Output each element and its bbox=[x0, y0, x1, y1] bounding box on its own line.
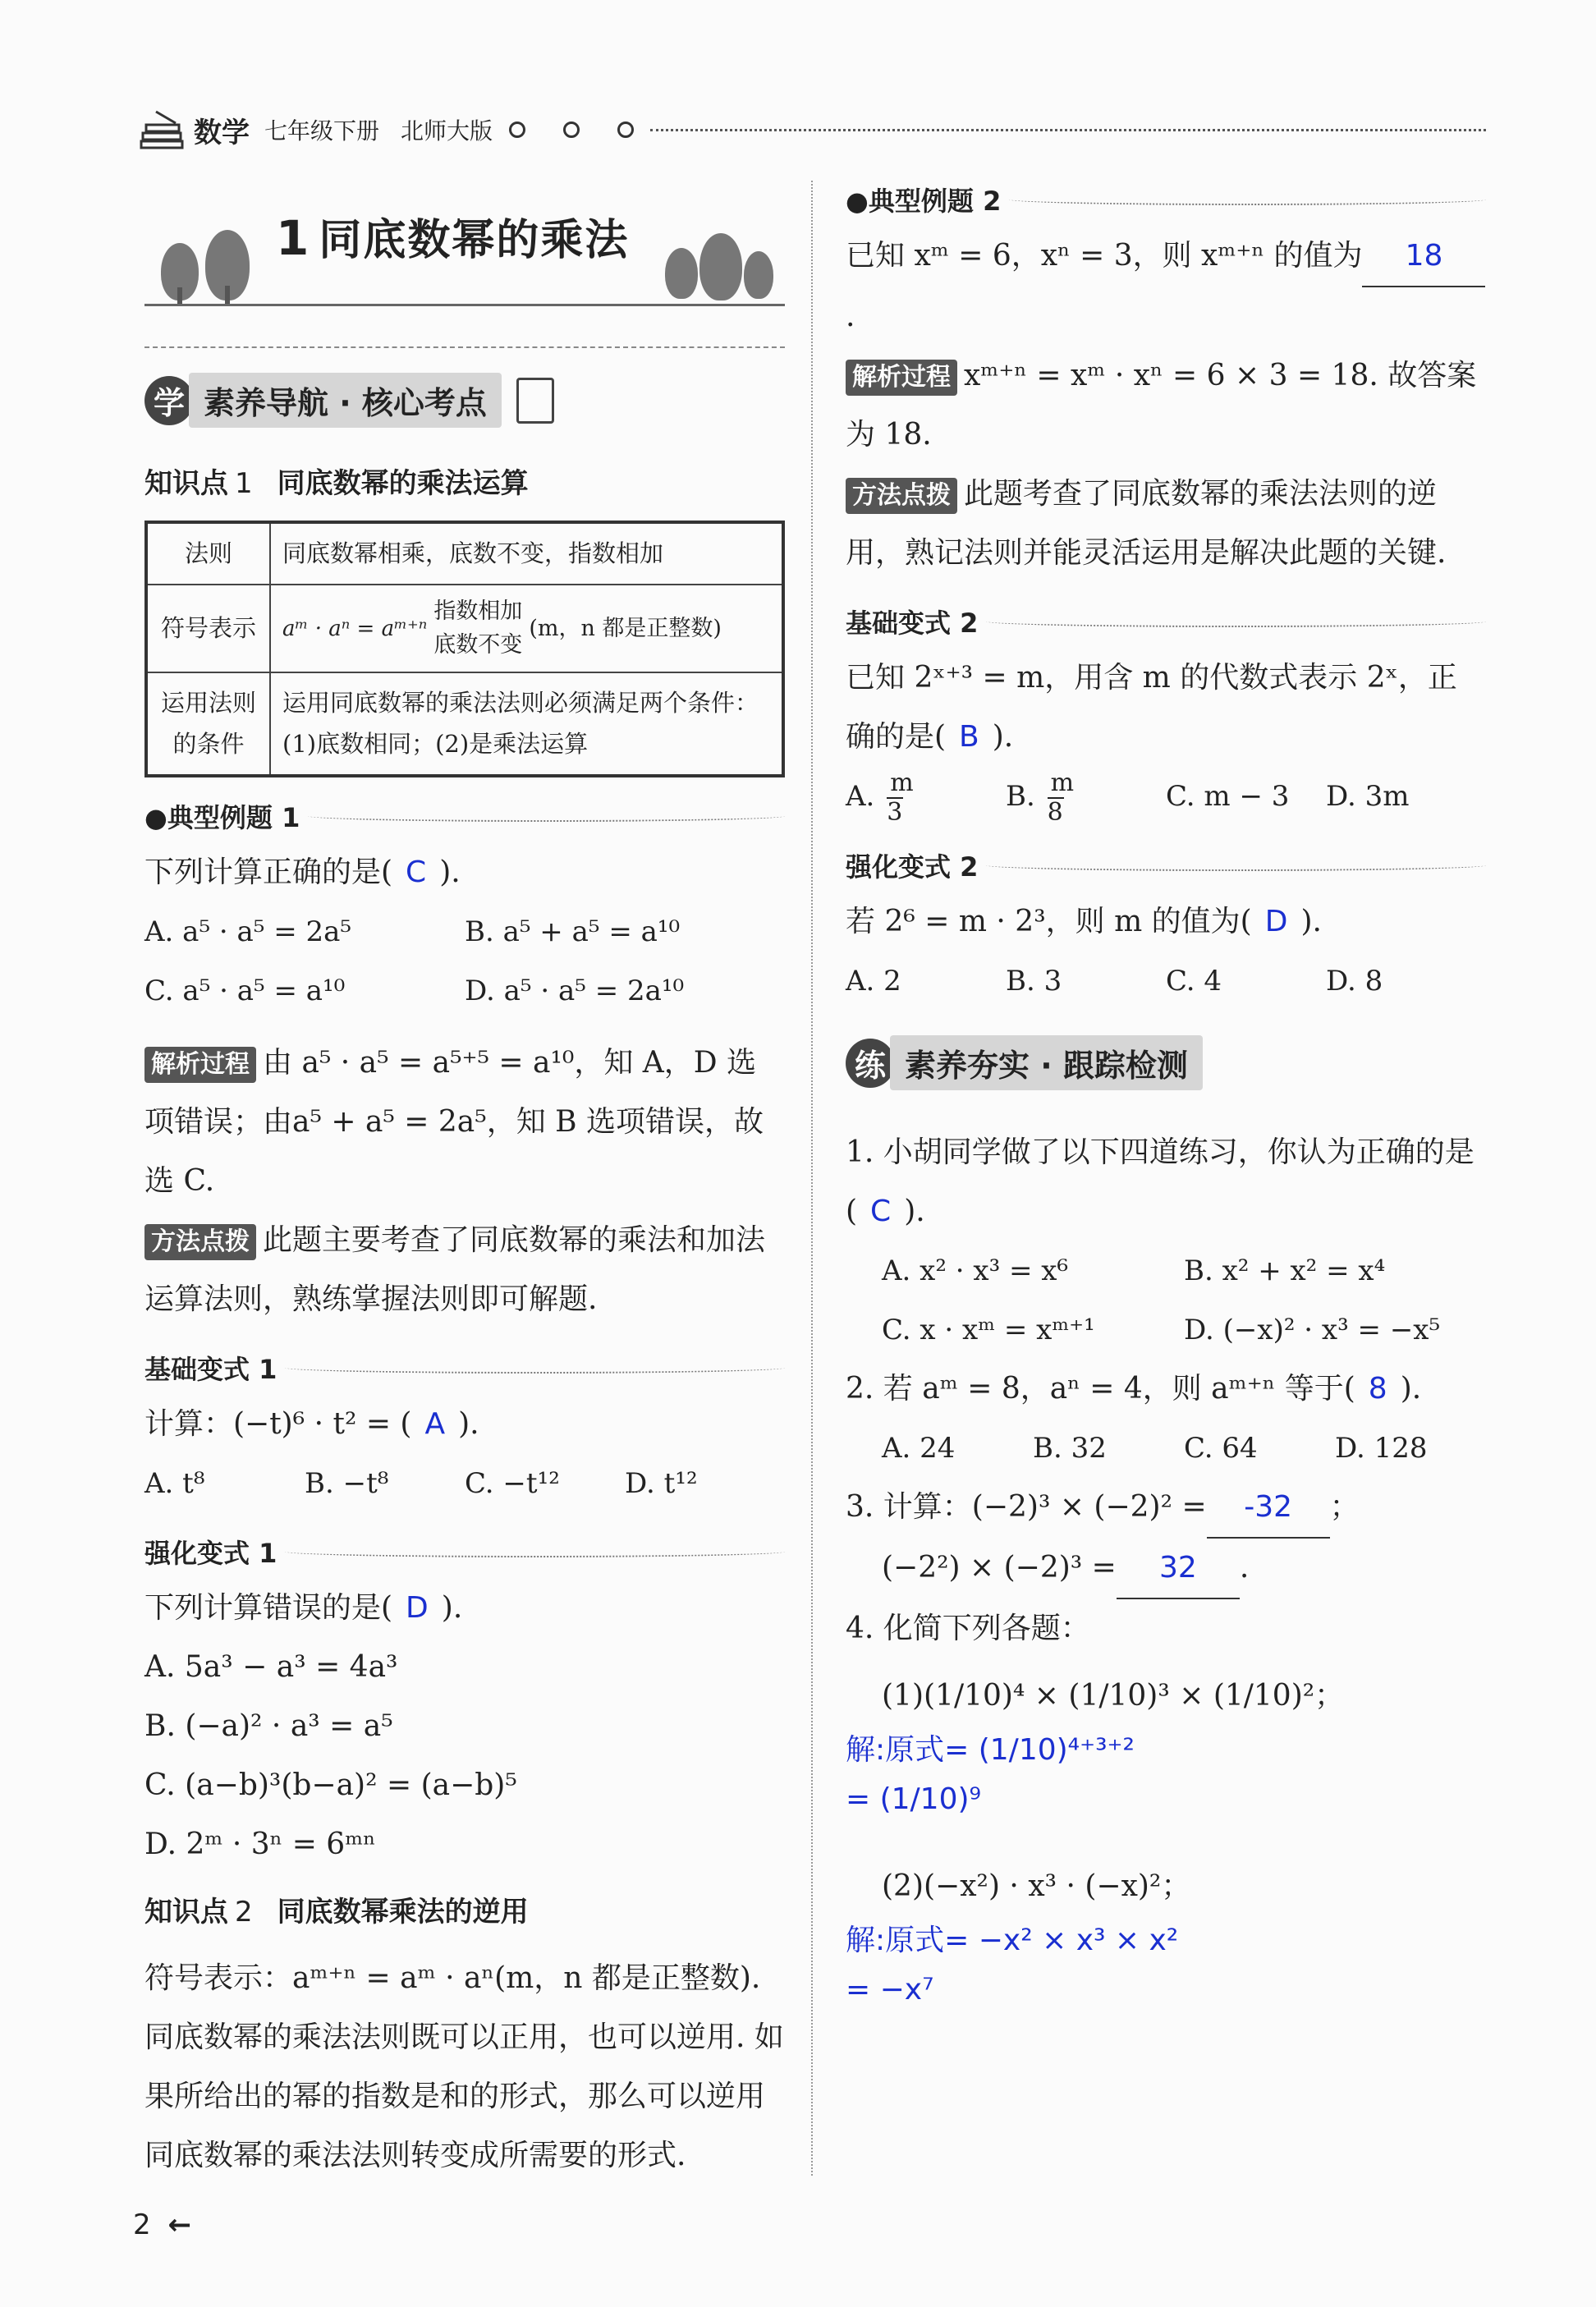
circle-dot-icon bbox=[617, 122, 634, 138]
option: C. (a−b)³(b−a)² = (a−b)⁵ bbox=[144, 1768, 517, 1802]
question-text: 已知 xᵐ = 6，xⁿ = 3，则 xᵐ⁺ⁿ 的值为 18. bbox=[846, 227, 1486, 346]
answer-mark: C bbox=[870, 1195, 892, 1228]
header-dotted-line bbox=[650, 129, 1486, 131]
handwritten-solution: 解:原式= (1/10)⁴⁺³⁺² bbox=[846, 1733, 1135, 1767]
option: D. 128 bbox=[1335, 1432, 1428, 1465]
answer-mark: -32 bbox=[1244, 1490, 1293, 1524]
analysis-tag: 解析过程 bbox=[144, 1047, 256, 1083]
answer-mark: 8 bbox=[1368, 1372, 1387, 1406]
answer-mark: B bbox=[959, 720, 979, 754]
section-title: 素养导航 · 核心考点 bbox=[189, 373, 502, 428]
option: B. 3 bbox=[1006, 965, 1062, 998]
variant-heading: 基础变式 1 bbox=[144, 1349, 785, 1387]
grade-label: 七年级下册 bbox=[264, 117, 380, 144]
answer-mark: 18 bbox=[1405, 239, 1443, 273]
option: A. 2 bbox=[846, 965, 901, 998]
option: B. −t⁸ bbox=[305, 1466, 389, 1500]
table-row bbox=[146, 585, 783, 672]
subject-label: 数学 bbox=[194, 116, 250, 149]
options-list bbox=[846, 952, 1486, 1011]
table-key: 符号表示 bbox=[146, 585, 270, 672]
option: D. t¹² bbox=[625, 1466, 698, 1500]
option: B. x² + x² = x⁴ bbox=[1184, 1254, 1386, 1287]
option: D. (−x)² · x³ = −x⁵ bbox=[1184, 1314, 1441, 1346]
option: D. 8 bbox=[1326, 965, 1383, 998]
option: A. a⁵ · a⁵ = 2a⁵ bbox=[144, 915, 352, 948]
option: C. 4 bbox=[1166, 965, 1222, 998]
option: B. 32 bbox=[1033, 1432, 1107, 1465]
options-list bbox=[144, 902, 785, 1020]
answer-mark: A bbox=[424, 1406, 446, 1441]
table-row bbox=[146, 672, 783, 776]
question-text: (−2²) × (−2)³ = 32 . bbox=[846, 1539, 1486, 1599]
analysis-block: 解析过程 xᵐ⁺ⁿ = xᵐ · xⁿ = 6 × 3 = 18. 故答案为 18. bbox=[846, 359, 1477, 452]
option: B. (−a)² · a³ = a⁵ bbox=[144, 1708, 393, 1743]
analysis-block: 解析过程 由 a⁵ · a⁵ = a⁵⁺⁵ = a¹⁰，知 A，D 选项错误；由a⁵ + a⁵ = 2a⁵，知 B 选项错误，故选 C. bbox=[144, 1045, 764, 1198]
options-list bbox=[846, 1419, 1486, 1478]
tree-icon bbox=[744, 251, 773, 299]
question-text: 3. 计算：(−2)³ × (−2)² = -32 ； bbox=[846, 1478, 1486, 1539]
sub-question: (1)(1/10)⁴ × (1/10)³ × (1/10)²； bbox=[882, 1679, 1345, 1713]
kp2-text: 同底数幂的乘法法则既可以正用，也可以逆用. 如果所给出的幂的指数是和的形式，那么可以逆用同底数幂的乘法法则转变成所需要的形式. bbox=[144, 2020, 784, 2172]
options-list bbox=[144, 1454, 785, 1513]
publisher-label: 北师大版 bbox=[401, 117, 493, 144]
circle-dot-icon bbox=[509, 122, 525, 138]
option: D. 3m bbox=[1326, 780, 1410, 813]
example-heading: ●典型例题 1 bbox=[144, 797, 785, 835]
table-value: 同底数幂相乘，底数不变，指数相加 bbox=[270, 522, 783, 585]
options-list bbox=[846, 767, 1486, 827]
variant-heading: 强化变式 2 bbox=[846, 846, 1486, 884]
option: A. x² · x³ = x⁶ bbox=[882, 1254, 1069, 1287]
table-value: 运用同底数幂的乘法法则必须满足两个条件：(1)底数相同；(2)是乘法运算 bbox=[270, 672, 783, 776]
question-text: 下列计算错误的是( D ). bbox=[144, 1590, 463, 1625]
table-row bbox=[146, 522, 783, 585]
answer-mark: C bbox=[406, 855, 427, 889]
answer-mark: 32 bbox=[1158, 1551, 1197, 1585]
option: B. $\frac{m}{8}$ bbox=[1006, 768, 1075, 827]
handwritten-solution: = −x⁷ bbox=[846, 1973, 934, 2007]
section-header-practice bbox=[846, 1035, 1486, 1090]
answer-mark: D bbox=[1264, 905, 1288, 938]
sub-question: (2)(−x²) · x³ · (−x)²； bbox=[882, 1869, 1191, 1903]
tree-icon bbox=[699, 233, 742, 300]
section-header-learn bbox=[144, 373, 785, 428]
table-key: 运用法则的条件 bbox=[146, 672, 270, 776]
question-text: 2. 若 aᵐ = 8，aⁿ = 4，则 aᵐ⁺ⁿ 等于( 8 ). bbox=[846, 1372, 1422, 1406]
lesson-title-banner bbox=[144, 181, 785, 337]
option: C. m − 3 bbox=[1166, 780, 1290, 813]
column-divider bbox=[811, 181, 813, 2176]
table-key: 法则 bbox=[146, 522, 270, 585]
knowledge-point-2: 知识点 2 同底数幂乘法的逆用 bbox=[144, 1895, 529, 1929]
option: C. a⁵ · a⁵ = a¹⁰ bbox=[144, 974, 346, 1007]
page-number: 2 ← bbox=[133, 2208, 191, 2241]
analysis-tag: 解析过程 bbox=[846, 360, 957, 396]
right-column bbox=[846, 181, 1486, 2015]
question-text: 1. 小胡同学做了以下四道练习，你认为正确的是( C ). bbox=[846, 1135, 1474, 1228]
handwritten-solution: 解:原式= −x² × x³ × x² bbox=[846, 1924, 1179, 1957]
kp2-text: 符号表示：aᵐ⁺ⁿ = aᵐ · aⁿ(m，n 都是正整数). bbox=[144, 1961, 761, 1995]
options-list bbox=[846, 1241, 1486, 1360]
table-value-formula: aᵐ · aⁿ = aᵐ⁺ⁿ 指数相加 底数不变 (m，n 都是正整数) bbox=[270, 585, 783, 672]
knowledge-point-1: 知识点 1 同底数幂的乘法运算 bbox=[144, 467, 529, 500]
left-column bbox=[144, 181, 785, 2185]
method-block: 方法点拨 此题主要考查了同底数幂的乘法和加法运算法则，熟练掌握法则即可解题. bbox=[144, 1222, 766, 1316]
arrow-left-icon: ← bbox=[167, 2208, 191, 2241]
lesson-title: 1 同底数幂的乘法 bbox=[276, 210, 630, 266]
variant-heading: 基础变式 2 bbox=[846, 603, 1486, 640]
example-heading: ●典型例题 2 bbox=[846, 181, 1486, 218]
section-badge: 学 bbox=[144, 376, 194, 425]
tree-icon bbox=[665, 248, 698, 299]
notebook-icon bbox=[516, 378, 554, 424]
question-text: 4. 化简下列各题： bbox=[846, 1612, 1090, 1645]
answer-mark: D bbox=[406, 1590, 429, 1625]
books-logo-icon bbox=[140, 108, 187, 151]
question-text: 已知 2ˣ⁺³ = m，用含 m 的代数式表示 2ˣ，正确的是( B ). bbox=[846, 661, 1457, 754]
rule-table bbox=[144, 521, 785, 777]
method-tag: 方法点拨 bbox=[846, 478, 957, 514]
option: D. a⁵ · a⁵ = 2a¹⁰ bbox=[465, 974, 685, 1007]
page-header bbox=[140, 107, 1486, 153]
method-block: 方法点拨 此题考查了同底数幂的乘法法则的逆用，熟记法则并能灵活运用是解决此题的关键. bbox=[846, 477, 1447, 570]
question-text: 下列计算正确的是( C ). bbox=[144, 855, 461, 889]
option: C. −t¹² bbox=[465, 1466, 560, 1500]
option: A. t⁸ bbox=[144, 1466, 205, 1500]
option: D. 2ᵐ · 3ⁿ = 6ᵐⁿ bbox=[144, 1827, 376, 1861]
circle-dot-icon bbox=[563, 122, 580, 138]
option: A. $\frac{m}{3}$ bbox=[846, 768, 914, 827]
section-title: 素养夯实 · 跟踪检测 bbox=[890, 1035, 1203, 1090]
question-text: 若 2⁶ = m · 2³，则 m 的值为( D ). bbox=[846, 905, 1322, 938]
option: C. 64 bbox=[1184, 1432, 1258, 1465]
handwritten-solution: = (1/10)⁹ bbox=[846, 1782, 981, 1816]
option: B. a⁵ + a⁵ = a¹⁰ bbox=[465, 915, 681, 948]
section-badge: 练 bbox=[846, 1039, 895, 1088]
variant-heading: 强化变式 1 bbox=[144, 1533, 785, 1571]
method-tag: 方法点拨 bbox=[144, 1224, 256, 1260]
option: A. 5a³ − a³ = 4a³ bbox=[144, 1649, 398, 1684]
question-text: 计算：(−t)⁶ · t² = ( A ). bbox=[144, 1406, 479, 1441]
option: C. x · xᵐ = xᵐ⁺¹ bbox=[882, 1314, 1095, 1346]
option: A. 24 bbox=[882, 1432, 956, 1465]
